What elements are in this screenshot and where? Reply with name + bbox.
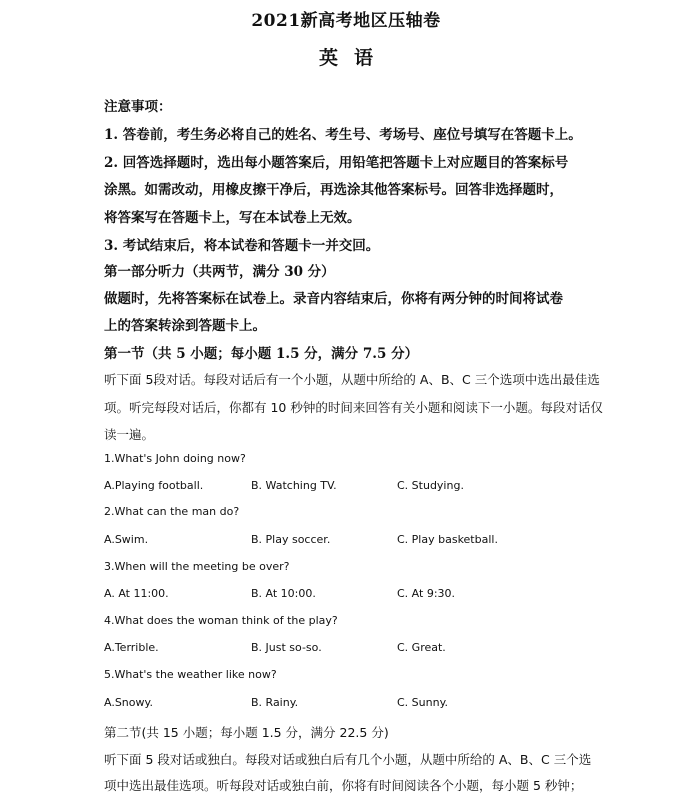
part1-heading: 第一部分听力（共两节，满分 30 分） [104,264,335,280]
section2-heading: 第二节(共 15 小题；每小题 1.5 分，满分 22.5 分) [104,725,389,740]
option-b: B. Watching TV. [251,479,337,492]
notice-line: 涂黑。如需改动，用橡皮擦干净后，再选涂其他答案标号。回答非选择题时， [104,182,563,198]
option-a: A.Playing football. [104,479,204,492]
section2-instruction: 听下面 5 段对话或独白。每段对话或独白后有几个小题，从题中所给的 A、B、C 三个选 [104,752,592,767]
option-b: B. Rainy. [251,696,299,709]
option-c: C. Sunny. [397,696,449,709]
exam-title: 2021新高考地区压轴卷 [251,11,441,31]
notice-line: 将答案写在答题卡上，写在本试卷上无效。 [104,210,361,226]
part1-instruction: 做题时，先将答案标在试卷上。录音内容结束后，你将有两分钟的时间将试卷 [104,291,563,307]
part1-instruction: 上的答案转涂到答题卡上。 [104,318,266,334]
notice-line: 2. 回答选择题时，选出每小题答案后，用铅笔把答题卡上对应题目的答案标号 [104,155,569,171]
section1-instruction: 读一遍。 [104,427,155,442]
section1-instruction: 听下面 5段对话。每段对话后有一个小题，从题中所给的 A、B、C 三个选项中选出最佳选 [104,372,600,387]
question-text: 2.What can the man do? [104,505,240,518]
option-b: B. Play soccer. [251,533,331,546]
section1-instruction: 项。听完每段对话后，你都有 10 秒钟的时间来回答有关小题和阅读下一小题。每段对话仅 [104,400,603,415]
option-c: C. Great. [397,641,446,654]
option-c: C. Studying. [397,479,464,492]
notice-line: 3. 考试结束后，将本试卷和答题卡一并交回。 [104,238,380,254]
question-text: 3.When will the meeting be over? [104,560,290,573]
option-c: C. At 9:30. [397,587,456,600]
subject-title: 英语 [318,47,389,69]
option-b: B. At 10:00. [251,587,316,600]
option-c: C. Play basketball. [397,533,498,546]
option-b: B. Just so-so. [251,641,322,654]
question-text: 1.What's John doing now? [104,452,246,465]
notice-heading: 注意事项： [104,99,172,115]
option-a: A.Terrible. [104,641,159,654]
question-text: 4.What does the woman think of the play? [104,614,338,627]
section2-instruction: 项中选出最佳选项。听每段对话或独白前，你将有时间阅读各个小题，每小题 5 秒钟； [104,778,583,793]
option-a: A.Swim. [104,533,149,546]
section1-heading: 第一节（共 5 小题；每小题 1.5 分，满分 7.5 分） [104,346,419,362]
notice-line: 1. 答卷前，考生务必将自己的姓名、考生号、考场号、座位号填写在答题卡上。 [104,127,582,143]
option-a: A.Snowy. [104,696,153,709]
question-text: 5.What's the weather like now? [104,668,277,681]
option-a: A. At 11:00. [104,587,169,600]
